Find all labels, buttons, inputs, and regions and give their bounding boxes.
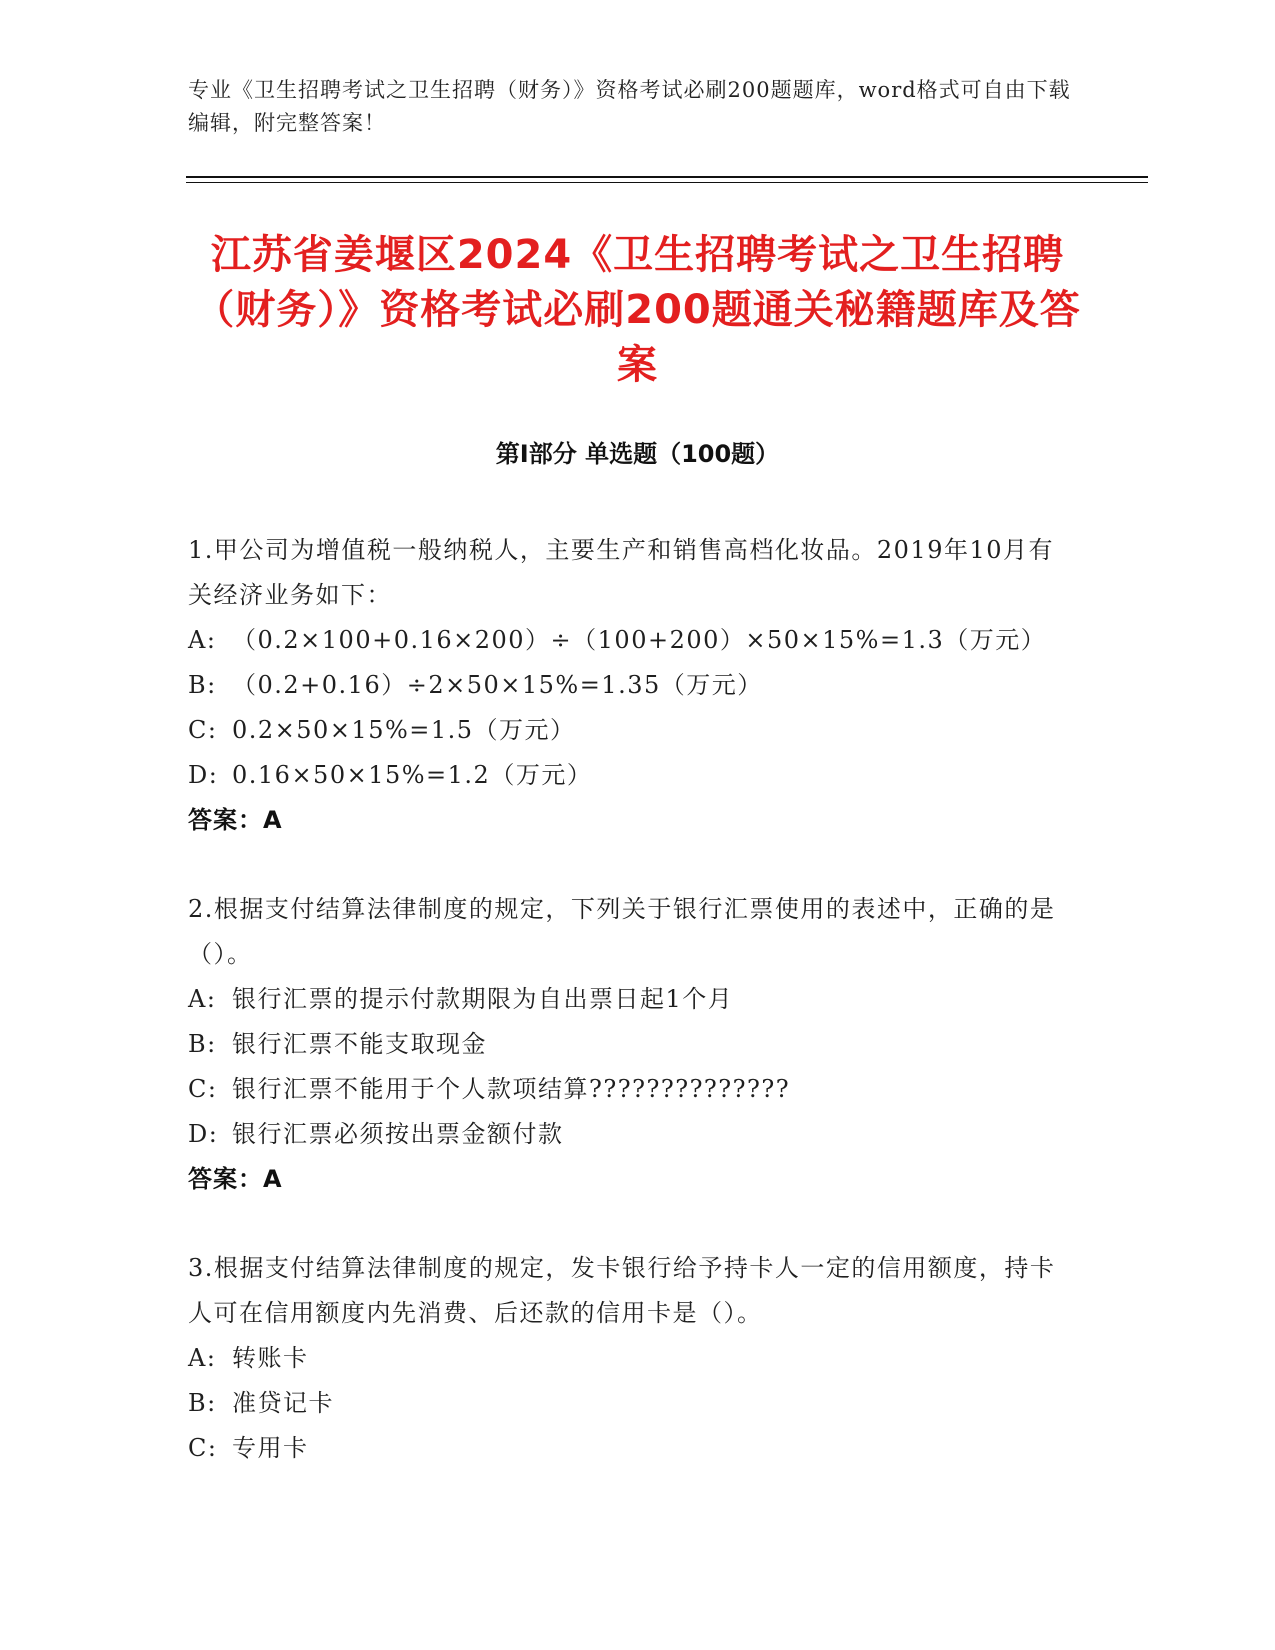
question-gap	[188, 843, 1078, 887]
option-b	[188, 663, 1078, 708]
option-key: B:	[188, 671, 217, 699]
question-3	[188, 1246, 1078, 1471]
option-d	[188, 1112, 1078, 1157]
option-key: C:	[188, 1434, 218, 1462]
question-1	[188, 528, 1078, 843]
option-key: B:	[188, 1030, 217, 1058]
option-a	[188, 618, 1078, 663]
document-title: 江苏省姜堰区2024《卫生招聘考试之卫生招聘（财务）》资格考试必刷200题通关秘籍题库及答案	[194, 232, 1081, 388]
option-a	[188, 977, 1078, 1022]
option-key: C:	[188, 1075, 218, 1103]
option-text: （0.2+0.16）÷2×50×15%=1.35（万元）	[232, 671, 763, 699]
question-stem: 2.根据支付结算法律制度的规定，下列关于银行汇票使用的表述中，正确的是（）。	[188, 895, 1056, 968]
option-text: 银行汇票必须按出票金额付款	[232, 1120, 564, 1148]
option-d	[188, 753, 1078, 798]
option-key: C:	[188, 716, 218, 744]
option-key: D:	[188, 1120, 219, 1148]
option-key: A:	[188, 626, 217, 654]
option-text: 0.16×50×15%=1.2（万元）	[232, 761, 593, 789]
option-c	[188, 1067, 1078, 1112]
question-list	[188, 528, 1078, 1471]
option-key: B:	[188, 1389, 217, 1417]
option-key: A:	[188, 985, 217, 1013]
section-title: 第Ⅰ部分 单选题（100题）	[495, 440, 780, 468]
question-gap	[188, 1202, 1078, 1246]
header-note: 专业《卫生招聘考试之卫生招聘（财务）》资格考试必刷200题题库，word格式可自由下载编辑，附完整答案！	[188, 78, 1071, 135]
option-text: 准贷记卡	[232, 1389, 334, 1417]
option-c	[188, 1426, 1078, 1471]
option-text: （0.2×100+0.16×200）÷（100+200）×50×15%=1.3（万元）	[232, 626, 1047, 654]
option-key: A:	[188, 1344, 217, 1372]
option-text: 转账卡	[232, 1344, 309, 1372]
option-b	[188, 1022, 1078, 1067]
option-a	[188, 1336, 1078, 1381]
header-rule-thick	[186, 176, 1148, 178]
option-text: 银行汇票不能支取现金	[232, 1030, 487, 1058]
answer: 答案：A	[188, 1165, 283, 1193]
option-text: 专用卡	[232, 1434, 309, 1462]
option-key: D:	[188, 761, 219, 789]
option-c	[188, 708, 1078, 753]
option-b	[188, 1381, 1078, 1426]
question-2	[188, 887, 1078, 1202]
option-text: 银行汇票的提示付款期限为自出票日起1个月	[232, 985, 734, 1013]
question-stem: 3.根据支付结算法律制度的规定，发卡银行给予持卡人一定的信用额度，持卡人可在信用额度内先消费、后还款的信用卡是（）。	[188, 1254, 1056, 1327]
option-text: 0.2×50×15%=1.5（万元）	[232, 716, 576, 744]
question-stem: 1.甲公司为增值税一般纳税人，主要生产和销售高档化妆品。2019年10月有关经济业务如下：	[188, 536, 1055, 609]
header-rule-thin	[186, 182, 1148, 183]
option-text: 银行汇票不能用于个人款项结算??????????????	[232, 1075, 791, 1103]
answer: 答案：A	[188, 806, 283, 834]
